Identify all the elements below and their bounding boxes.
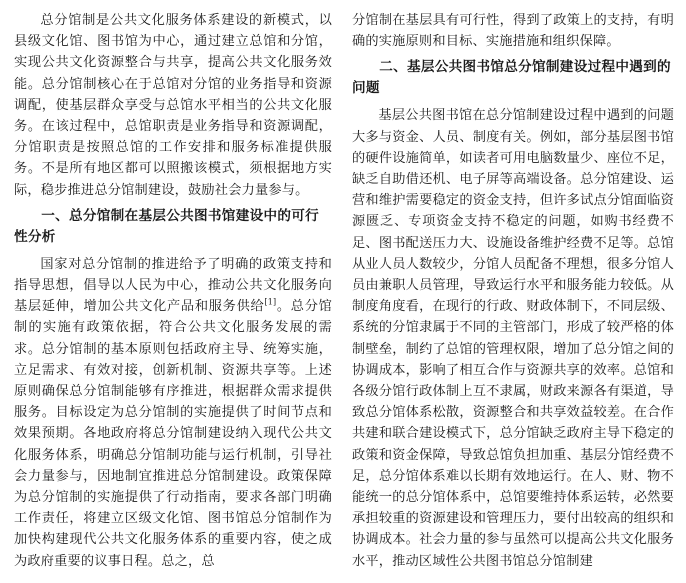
paragraph-feasibility-text-b: 。总分馆制的实施有政策依据，符合公共文化服务发展的需求。总分馆制的基本原则包括政府主导、统筹实施，立足需求、有效对接，创新机制、资源共享等。上述原则确保总分馆制能够有序推进，根据群众需求提供服务。目标设定为总分馆制的实施提供了时间节点和效果预期。各地政府将总分馆制建设纳入现代公共文化服务体系，明确总分馆制功能与运行机制，引导社会力量参与，因地制宜推进总分馆制建设。政策保障为总分馆制的实施提供了行动指南，要求各部门明确工作责任，将建立区级文化馆、图书馆总分馆制作为加快构建现代公共文化服务体系的重要内容，使之成为政府重要的议事日程。总之，总 <box>14 299 332 569</box>
section-heading-1: 一、总分馆制在基层公共图书馆建设中的可行性分析 <box>14 207 320 245</box>
paragraph-problems: 基层公共图书馆在总分馆制建设过程中遇到的问题大多与资金、人员、制度有关。例如，部分基层图书馆的硬件设施简单，如读者可用电脑数量少、座位不足，缺乏自助借还机、电子屏等高端设备。总分馆建设、运营和维护需要稳定的资金支持，但许多试点分馆面临资源匮乏、专项资金支持不稳定的问题，如购书经费不足、图书配送压力大、设施设备维护经费不足等。总馆从业人员人数较少，分馆人员配备不理想，很多分馆人员由兼职人员管理，导致运行水平和服务能力较低。从制度角度看，在现行的行政、财政体制下，不同层级、系统的分馆隶属于不同的主管部门，形成了较严格的体制壁垒，制约了总馆的管理权限，增加了总分馆之间的协调成本，影响了相互合作与资源共享的效率。总馆和各级分馆行政体制上互不隶属，财政来源各有渠道，导致总分馆体系松散，资源整合和共享效益较差。在合作共建和联合建设模式下，总分馆缺乏政府主导下稳定的政策和资金保障，导致总馆负担加重、基层分馆经费不足，总分馆体系难以长期有效地运行。在人、财、物不能统一的总分馆体系中，总馆要维持体系运转，必然要承担较重的资源建设和管理压力，要付出较高的组织和协调成本。社会力量的参与虽然可以提高公共文化服务水平，推动区域性公共图书馆总分馆制建 <box>352 108 674 569</box>
paragraph-intro: 总分馆制是公共文化服务体系建设的新模式，以县级文化馆、图书馆为中心，通过建立总馆和分馆，实现公共文化资源整合与共享，提高公共文化服务效能。总分馆制核心在于总馆对分馆的业务指导和资源调配，使基层群众享受与总馆水平相当的公共文化服务。在该过程中，总馆职责是业务指导和资源调配，分馆职责是按照总馆的工作安排和服务标准提供服务。不是所有地区都可以照搬该模式，须根据地方实际，稳步推进总分馆制建设，鼓励社会力量参与。 <box>14 13 332 198</box>
left-column <box>14 10 332 572</box>
section-heading-2: 二、基层公共图书馆总分馆制建设过程中遇到的问题 <box>352 59 671 97</box>
paragraph-feasibility <box>14 254 332 572</box>
paragraph-continued: 分馆制在基层具有可行性，得到了政策上的支持，有明确的实施原则和目标、实施措施和组织保障。 <box>352 13 674 50</box>
reference-marker: [1] <box>264 297 277 307</box>
paragraph-feasibility-text-a: 国家对总分馆制的推进给予了明确的政策支持和指导思想，倡导以人民为中心，推动公共文化服务向基层延伸，增加公共文化产品和服务供给 <box>14 256 332 315</box>
right-column <box>352 10 674 572</box>
